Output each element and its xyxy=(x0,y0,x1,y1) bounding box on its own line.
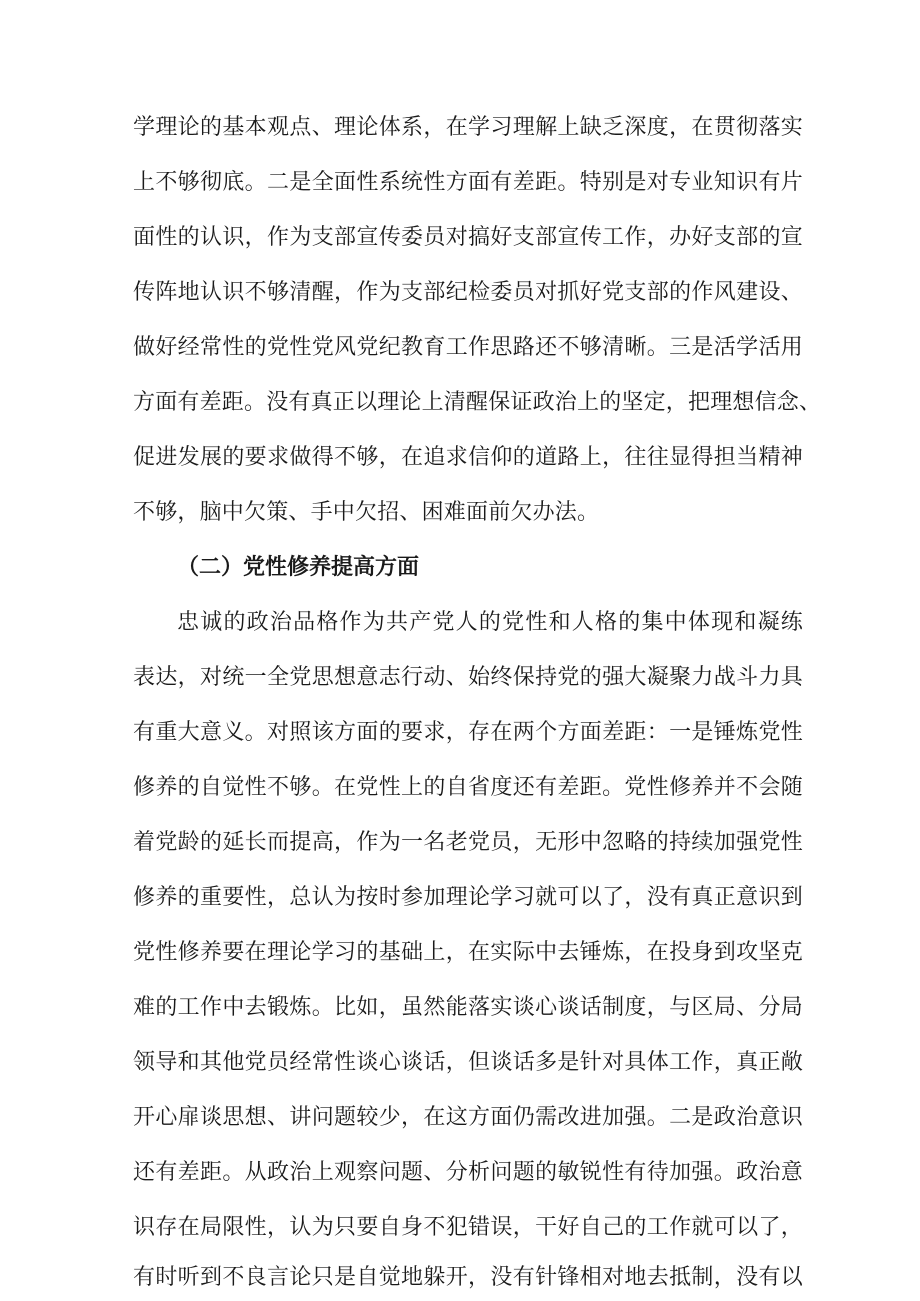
section-heading: （二）党性修养提高方面 xyxy=(177,555,420,580)
paragraph-2-line-4: 修养的自觉性不够。在党性上的自省度还有差距。党性修养并不会随 xyxy=(133,775,803,800)
paragraph-1-line-2: 上不够彻底。二是全面性系统性方面有差距。特别是对专业知识有片 xyxy=(133,170,803,195)
paragraph-2-line-1: 忠诚的政治品格作为共产党人的党性和人格的集中体现和凝练 xyxy=(177,610,803,635)
paragraph-2-line-8: 难的工作中去锻炼。比如，虽然能落实谈心谈话制度，与区局、分局 xyxy=(133,995,803,1020)
paragraph-2-line-7: 党性修养要在理论学习的基础上，在实际中去锤炼，在投身到攻坚克 xyxy=(133,940,803,965)
paragraph-2-line-12: 识存在局限性，认为只要自身不犯错误，干好自己的工作就可以了， xyxy=(133,1215,803,1240)
paragraph-2-line-5: 着党龄的延长而提高，作为一名老党员，无形中忽略的持续加强党性 xyxy=(133,830,803,855)
paragraph-1-line-4: 传阵地认识不够清醒，作为支部纪检委员对抓好党支部的作风建设、 xyxy=(133,280,803,305)
paragraph-1-line-7: 促进发展的要求做得不够，在追求信仰的道路上，往往显得担当精神 xyxy=(133,445,803,470)
paragraph-1-line-8: 不够，脑中欠策、手中欠招、困难面前欠办法。 xyxy=(133,500,600,525)
paragraph-1-line-6: 方面有差距。没有真正以理论上清醒保证政治上的坚定，把理想信念、 xyxy=(133,390,822,415)
paragraph-1-line-1: 学理论的基本观点、理论体系，在学习理解上缺乏深度，在贯彻落实 xyxy=(133,115,803,140)
paragraph-2-line-6: 修养的重要性，总认为按时参加理论学习就可以了，没有真正意识到 xyxy=(133,885,803,910)
paragraph-1-line-3: 面性的认识，作为支部宣传委员对搞好支部宣传工作，办好支部的宣 xyxy=(133,225,803,250)
paragraph-2-line-10: 开心扉谈思想、讲问题较少，在这方面仍需改进加强。二是政治意识 xyxy=(133,1105,803,1130)
paragraph-2-line-9: 领导和其他党员经常性谈心谈话，但谈话多是针对具体工作，真正敞 xyxy=(133,1050,803,1075)
paragraph-2-line-13: 有时听到不良言论只是自觉地躲开，没有针锋相对地去抵制，没有以 xyxy=(133,1265,803,1290)
paragraph-2-line-2: 表达，对统一全党思想意志行动、始终保持党的强大凝聚力战斗力具 xyxy=(133,665,803,690)
paragraph-2-line-3: 有重大意义。对照该方面的要求，存在两个方面差距：一是锤炼党性 xyxy=(133,720,803,745)
paragraph-2-line-11: 还有差距。从政治上观察问题、分析问题的敏锐性有待加强。政治意 xyxy=(133,1160,803,1185)
paragraph-1-line-5: 做好经常性的党性党风党纪教育工作思路还不够清晰。三是活学活用 xyxy=(133,335,803,360)
